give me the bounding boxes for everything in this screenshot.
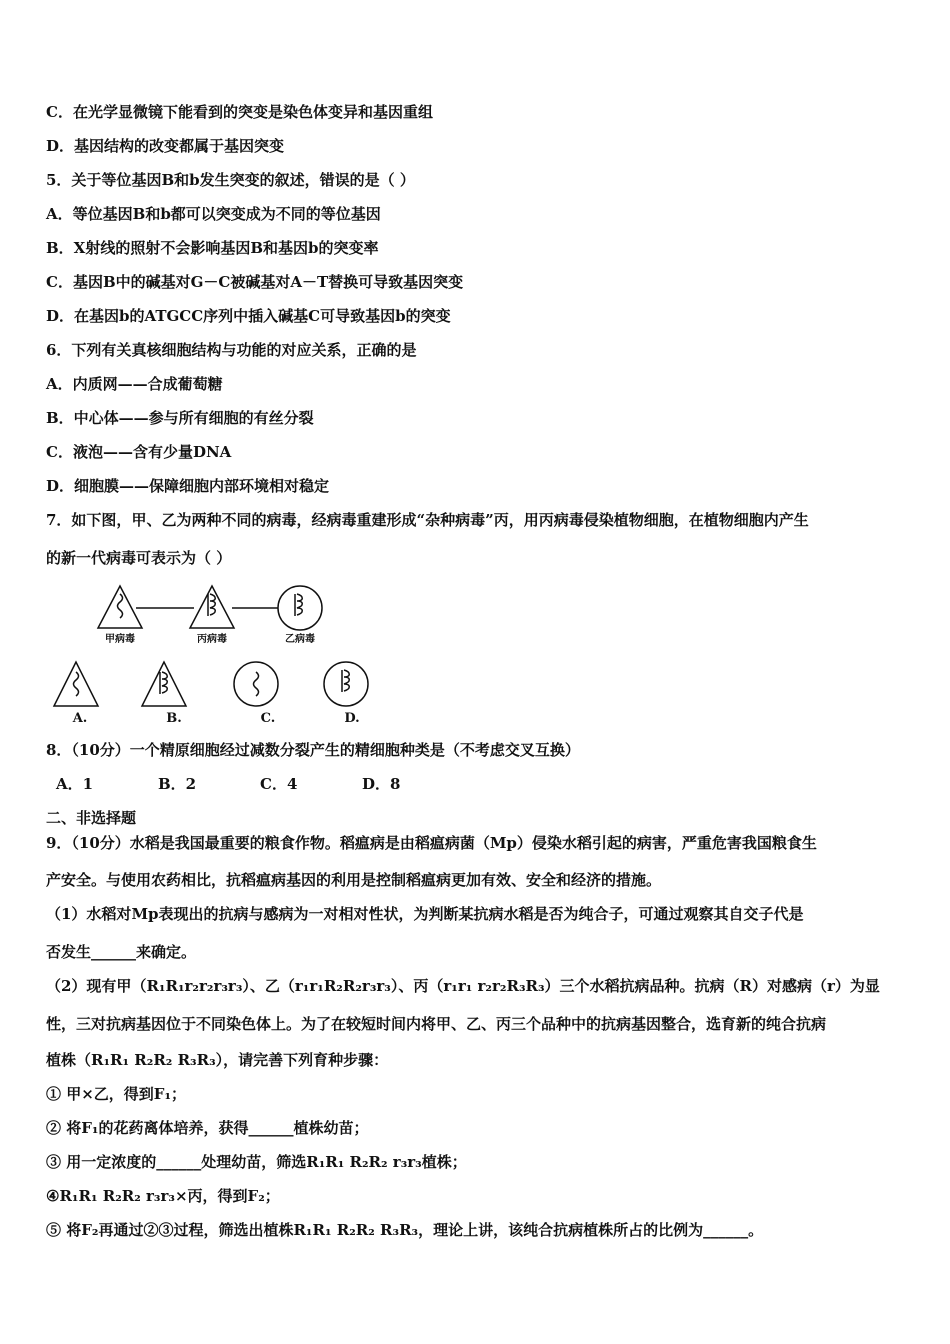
q9-line-2: 产安全。与使用农药相比，抗稻瘟病基因的利用是控制稻瘟病更加有效、安全和经济的措施。 — [46, 871, 662, 889]
q9-line-6: 性，三对抗病基因位于不同染色体上。为了在较短时间内将甲、乙、丙三个品种中的抗病基因整合，选育新的纯合抗病 — [46, 1015, 827, 1033]
label-option-c: C. — [260, 711, 276, 726]
q5-stem: 5．关于等位基因B和b发生突变的叙述，错误的是（ ） — [46, 171, 415, 189]
q7-stem-2: 的新一代病毒可表示为（ ） — [46, 549, 232, 567]
label-virus-a: 甲病毒 — [105, 634, 135, 645]
q6-stem: 6．下列有关真核细胞结构与功能的对应关系，正确的是 — [46, 341, 417, 359]
q8-option-c: C．4 — [260, 775, 298, 793]
q9-step-5: ⑤ 将F₂再通过②③过程，筛选出植株R₁R₁ R₂R₂ R₃R₃，理论上讲，该纯合抗病植株所占的比例为______。 — [46, 1221, 764, 1239]
option-d-genome — [342, 670, 349, 692]
q8-stem: 8．（10分）一个精原细胞经过减数分裂产生的精细胞种类是（不考虑交叉互换） — [46, 741, 580, 759]
q9-line-1: 9．（10分）水稻是我国最重要的粮食作物。稻瘟病是由稻瘟病菌（Mp）侵染水稻引起的病害，严重危害我国粮食生 — [46, 834, 817, 852]
q7-stem-1: 7．如下图，甲、乙为两种不同的病毒，经病毒重建形成“杂种病毒”丙，用丙病毒侵染植物细胞，在植物细胞内产生 — [46, 511, 809, 529]
q9-step-1: ① 甲×乙，得到F₁； — [46, 1085, 187, 1103]
line-d-q4: D．基因结构的改变都属于基因突变 — [46, 137, 285, 155]
q5-option-b: B．X射线的照射不会影响基因B和基因b的突变率 — [46, 239, 379, 257]
q5-option-a: A．等位基因B和b都可以突变成为不同的等位基因 — [46, 205, 381, 223]
q8-options — [56, 774, 464, 794]
q5-option-d: D．在基因b的ATGCC序列中插入碱基C可导致基因b的突变 — [46, 307, 451, 325]
label-option-b: B. — [166, 711, 182, 726]
virus-b-genome — [295, 594, 302, 616]
option-a-genome — [74, 672, 79, 696]
q6-option-c: C．液泡——含有少量DNA — [46, 443, 232, 461]
q6-option-d: D．细胞膜——保障细胞内部环境相对稳定 — [46, 477, 330, 495]
option-b-genome — [160, 672, 167, 694]
q8-option-a: A．1 — [56, 775, 94, 793]
section-heading: 二、非选择题 — [46, 809, 137, 827]
line-c-q4: C．在光学显微镜下能看到的突变是染色体变异和基因重组 — [46, 103, 433, 121]
label-option-a: A. — [72, 711, 88, 726]
q9-line-5: （2）现有甲（R₁R₁r₂r₂r₃r₃）、乙（r₁r₁R₂R₂r₃r₃）、丙（r₁r₁ r₂r₂R₃R₃）三个水稻抗病品种。抗病（R）对感病（r）为显 — [46, 977, 880, 995]
q8-option-d: D．8 — [362, 775, 401, 793]
label-option-d: D. — [344, 711, 360, 726]
option-b-capsid — [142, 662, 186, 706]
option-c-capsid — [234, 662, 278, 706]
virus-diagram — [46, 580, 386, 728]
q8-option-b: B．2 — [158, 775, 197, 793]
q9-line-3: （1）水稻对Mp表现出的抗病与感病为一对相对性状，为判断某抗病水稻是否为纯合子，可通过观察其自交子代是 — [46, 905, 804, 923]
q9-step-3: ③ 用一定浓度的______处理幼苗，筛选R₁R₁ R₂R₂ r₃r₃植株； — [46, 1153, 467, 1171]
q9-line-4: 否发生______来确定。 — [46, 943, 197, 961]
q5-option-c: C．基因B中的碱基对G－C被碱基对A－T替换可导致基因突变 — [46, 273, 464, 291]
label-virus-c: 丙病毒 — [197, 634, 227, 645]
q6-option-a: A．内质网——合成葡萄糖 — [46, 375, 223, 393]
q9-line-7: 植株（R₁R₁ R₂R₂ R₃R₃），请完善下列育种步骤： — [46, 1051, 389, 1069]
label-virus-b: 乙病毒 — [285, 634, 315, 645]
q9-step-4: ④R₁R₁ R₂R₂ r₃r₃×丙，得到F₂； — [46, 1187, 280, 1205]
option-c-genome — [254, 672, 259, 696]
q6-option-b: B．中心体——参与所有细胞的有丝分裂 — [46, 409, 314, 427]
q9-step-2: ② 将F₁的花药离体培养，获得______植株幼苗； — [46, 1119, 369, 1137]
option-a-capsid — [54, 662, 98, 706]
virus-a-genome — [118, 594, 123, 618]
virus-c-genome — [208, 594, 215, 616]
virus-a-capsid — [98, 586, 142, 628]
